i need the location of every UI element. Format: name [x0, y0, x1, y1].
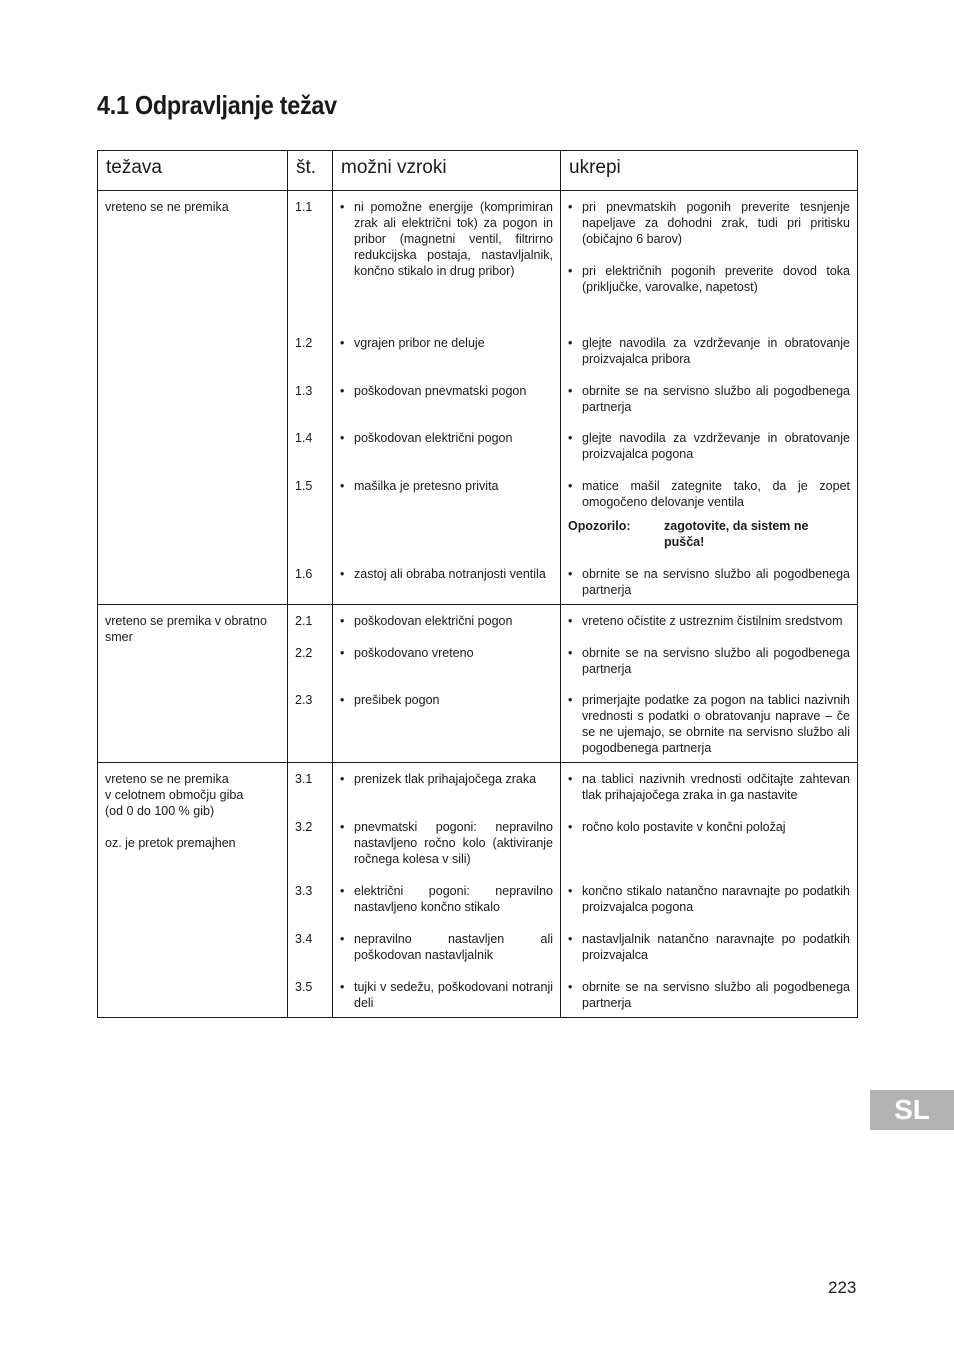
- action-text: matice mašil zategnite tako, da je zopet omogočeno delovanje ventila: [582, 479, 850, 509]
- bullet-icon: •: [568, 567, 573, 581]
- action-bullet-item: [568, 692, 850, 756]
- cause-text: mašilka je pretesno privita: [354, 479, 499, 493]
- cause-text: poškodovan električni pogon: [354, 431, 513, 445]
- cause-text: poškodovan električni pogon: [354, 614, 513, 628]
- cause-text: vgrajen pribor ne deluje: [354, 336, 485, 350]
- number-cell: [288, 605, 333, 763]
- cause-text: pnevmatski pogoni: nepravilno nastavljeno ročno kolo (aktiviranje ročnega kolesa v sili): [354, 820, 553, 866]
- bullet-icon: •: [340, 772, 345, 786]
- action-text: pri električnih pogonih preverite dovod toka (priključke, varovalke, napetost): [582, 264, 850, 294]
- action-bullet-item: [568, 931, 850, 963]
- page-title: 4.1 Odpravljanje težav: [97, 90, 337, 120]
- bullet-icon: •: [340, 820, 345, 834]
- cause-entry: [340, 566, 553, 598]
- cause-entry: [340, 979, 553, 1011]
- action-text: obrnite se na servisno službo ali pogodbenega partnerja: [582, 384, 850, 414]
- troubleshooting-table: [97, 150, 858, 1018]
- action-text: primerjajte podatke za pogon na tablici nazivnih vrednosti s podatki o obratovanju naprave – če se ne ujemajo, se obrnite na servisno službo ali pogodbenega partnerja: [582, 693, 850, 755]
- item-number: 1.5: [295, 479, 313, 493]
- cause-bullet-item: [340, 383, 553, 399]
- item-number: 2.3: [295, 693, 313, 707]
- bullet-icon: •: [340, 884, 345, 898]
- action-text: obrnite se na servisno službo ali pogodbenega partnerja: [582, 646, 850, 676]
- action-bullet-item: [568, 383, 850, 415]
- item-number: 3.4: [295, 932, 313, 946]
- action-text: glejte navodila za vzdrževanje in obratovanje proizvajalca pribora: [582, 336, 850, 366]
- cause-bullet-item: [340, 199, 553, 279]
- cause-bullet-item: [340, 430, 553, 446]
- header-causes: možni vzroki: [333, 151, 561, 191]
- problem-cell: vreteno se ne premika v celotnem območju giba (od 0 do 100 % gib) oz. je pretok premajhen: [98, 763, 288, 1018]
- action-entry: [568, 383, 850, 415]
- problem-cell: vreteno se premika v obratno smer: [98, 605, 288, 763]
- bullet-icon: •: [340, 200, 345, 214]
- bullet-icon: •: [568, 693, 573, 707]
- action-bullet-item: [568, 335, 850, 367]
- cause-entry: [340, 430, 553, 462]
- action-bullet-item: [568, 199, 850, 247]
- actions-cell: [561, 605, 858, 763]
- cause-entry: [340, 692, 553, 756]
- action-entry: [568, 819, 850, 867]
- table-row: [98, 191, 858, 605]
- table-body: [98, 191, 858, 1018]
- number-cell: [288, 191, 333, 605]
- cause-text: poškodovano vreteno: [354, 646, 474, 660]
- cause-entry: [340, 335, 553, 367]
- warning-note: [568, 518, 850, 550]
- action-entry: [568, 645, 850, 677]
- cause-entry: [340, 771, 553, 803]
- action-bullet-item: [568, 478, 850, 510]
- bullet-icon: •: [340, 479, 345, 493]
- causes-cell: [333, 763, 561, 1018]
- action-text: glejte navodila za vzdrževanje in obratovanje proizvajalca pogona: [582, 431, 850, 461]
- cause-text: nepravilno nastavljen ali poškodovan nastavljalnik: [354, 932, 553, 962]
- cause-text: prenizek tlak prihajajočega zraka: [354, 772, 537, 786]
- item-number: 1.6: [295, 567, 313, 581]
- causes-cell: [333, 191, 561, 605]
- bullet-icon: •: [568, 264, 573, 278]
- action-text: končno stikalo natančno naravnajte po podatkih proizvajalca pogona: [582, 884, 850, 914]
- action-entry: [568, 199, 850, 295]
- actions-cell: [561, 191, 858, 605]
- item-number: 2.1: [295, 614, 313, 628]
- item-number: 1.1: [295, 200, 313, 214]
- action-entry: [568, 883, 850, 915]
- cause-bullet-item: [340, 335, 553, 351]
- causes-cell: [333, 605, 561, 763]
- action-text: obrnite se na servisno službo ali pogodbenega partnerja: [582, 980, 850, 1010]
- cause-entry: [340, 383, 553, 415]
- cause-text: tujki v sedežu, poškodovani notranji deli: [354, 980, 553, 1010]
- action-text: nastavljalnik natančno naravnajte po podatkih proizvajalca: [582, 932, 850, 962]
- bullet-icon: •: [340, 980, 345, 994]
- actions-cell: [561, 763, 858, 1018]
- cause-text: zastoj ali obraba notranjosti ventila: [354, 567, 546, 581]
- bullet-icon: •: [340, 384, 345, 398]
- action-bullet-item: [568, 263, 850, 295]
- cause-entry: [340, 931, 553, 963]
- cause-bullet-item: [340, 819, 553, 867]
- cause-entry: [340, 199, 553, 295]
- cause-bullet-item: [340, 692, 553, 708]
- warning-label: Opozorilo:: [568, 519, 631, 533]
- item-number: 1.2: [295, 336, 313, 350]
- bullet-icon: •: [340, 693, 345, 707]
- language-badge: SL: [870, 1090, 954, 1130]
- action-text: obrnite se na servisno službo ali pogodbenega partnerja: [582, 567, 850, 597]
- cause-entry: [340, 613, 553, 629]
- bullet-icon: •: [340, 567, 345, 581]
- item-number: 3.1: [295, 772, 313, 786]
- bullet-icon: •: [568, 932, 573, 946]
- cause-entry: [340, 883, 553, 915]
- cause-bullet-item: [340, 613, 553, 629]
- bullet-icon: •: [340, 932, 345, 946]
- bullet-icon: •: [340, 614, 345, 628]
- action-bullet-item: [568, 430, 850, 462]
- action-bullet-item: [568, 771, 850, 803]
- bullet-icon: •: [568, 431, 573, 445]
- bullet-icon: •: [340, 646, 345, 660]
- action-bullet-item: [568, 566, 850, 598]
- bullet-icon: •: [568, 614, 573, 628]
- bullet-icon: •: [568, 772, 573, 786]
- bullet-icon: •: [568, 820, 573, 834]
- table-row: [98, 763, 858, 1018]
- bullet-icon: •: [568, 384, 573, 398]
- cause-bullet-item: [340, 931, 553, 963]
- cause-bullet-item: [340, 566, 553, 582]
- item-number: 1.4: [295, 431, 313, 445]
- action-bullet-item: [568, 819, 850, 835]
- item-number: 3.3: [295, 884, 313, 898]
- bullet-icon: •: [568, 479, 573, 493]
- action-entry: [568, 566, 850, 598]
- header-problem: težava: [98, 151, 288, 191]
- action-text: vreteno očistite z ustreznim čistilnim sredstvom: [582, 614, 843, 628]
- cause-entry: [340, 478, 553, 550]
- cause-text: ni pomožne energije (komprimiran zrak ali električni tok) za pogon in pribor (magnetni ventil, filtrirno redukcijska postaja, nastavljalnik, končno stikalo in drug pribor): [354, 200, 553, 278]
- action-entry: [568, 931, 850, 963]
- action-bullet-item: [568, 979, 850, 1011]
- cause-entry: [340, 819, 553, 867]
- action-entry: [568, 335, 850, 367]
- bullet-icon: •: [568, 980, 573, 994]
- header-actions: ukrepi: [561, 151, 858, 191]
- action-bullet-item: [568, 613, 850, 629]
- cause-text: električni pogoni: nepravilno nastavljeno končno stikalo: [354, 884, 553, 914]
- action-entry: [568, 613, 850, 629]
- action-text: pri pnevmatskih pogonih preverite tesnjenje napeljave za dohodni zrak, tudi pri pritisku (običajno 6 barov): [582, 200, 850, 246]
- page-number: 223: [828, 1278, 857, 1297]
- bullet-icon: •: [568, 646, 573, 660]
- action-entry: [568, 771, 850, 803]
- header-number: št.: [288, 151, 333, 191]
- cause-bullet-item: [340, 883, 553, 915]
- action-entry: [568, 430, 850, 462]
- action-bullet-item: [568, 645, 850, 677]
- cause-bullet-item: [340, 478, 553, 494]
- cause-text: poškodovan pnevmatski pogon: [354, 384, 527, 398]
- cause-entry: [340, 645, 553, 677]
- item-number: 1.3: [295, 384, 313, 398]
- cause-bullet-item: [340, 645, 553, 661]
- bullet-icon: •: [568, 884, 573, 898]
- item-number: 2.2: [295, 646, 313, 660]
- action-bullet-item: [568, 883, 850, 915]
- cause-text: prešibek pogon: [354, 693, 440, 707]
- action-entry: [568, 692, 850, 756]
- bullet-icon: •: [340, 336, 345, 350]
- cause-bullet-item: [340, 979, 553, 1011]
- bullet-icon: •: [568, 336, 573, 350]
- warning-text: zagotovite, da sistem ne pušča!: [664, 519, 809, 549]
- action-text: na tablici nazivnih vrednosti odčitajte zahtevan tlak prihajajočega zraka in ga nastavite: [582, 772, 850, 802]
- action-entry: [568, 979, 850, 1011]
- action-entry: [568, 478, 850, 550]
- action-text: ročno kolo postavite v končni položaj: [582, 820, 786, 834]
- item-number: 3.5: [295, 980, 313, 994]
- item-number: 3.2: [295, 820, 313, 834]
- cause-bullet-item: [340, 771, 553, 787]
- problem-cell: vreteno se ne premika: [98, 191, 288, 605]
- bullet-icon: •: [568, 200, 573, 214]
- table-row: [98, 605, 858, 763]
- number-cell: [288, 763, 333, 1018]
- table-header-row: [98, 151, 858, 191]
- bullet-icon: •: [340, 431, 345, 445]
